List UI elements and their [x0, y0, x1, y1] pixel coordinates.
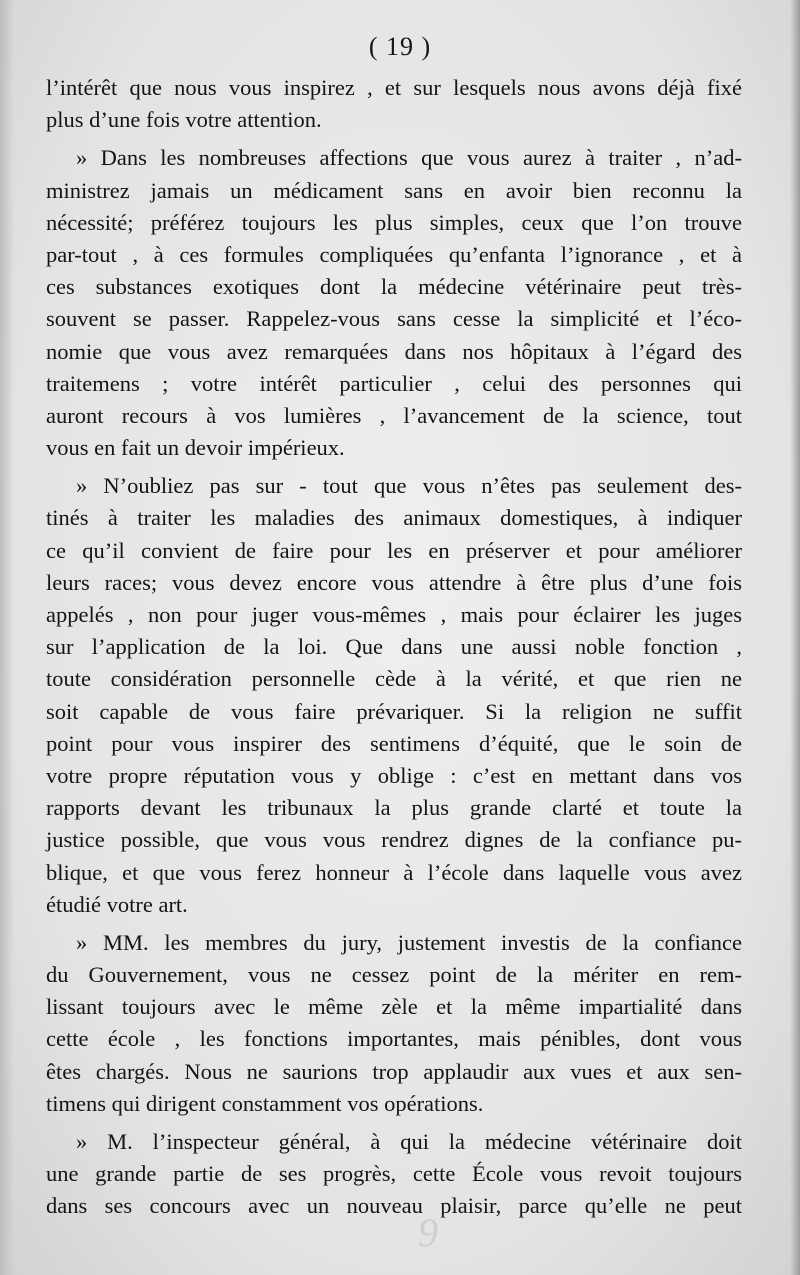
page-edge-shadow-left [0, 0, 14, 1275]
text-line: votre propre réputation vous y oblige : c’est en mettant dans vos [46, 762, 742, 788]
text-line: » MM. les membres du jury, justement investis de la confiance [76, 929, 742, 955]
page-edge-shadow-right [790, 0, 800, 1275]
paragraph [46, 142, 742, 464]
text-line: traitemens ; votre intérêt particulier , celui des personnes qui [46, 370, 742, 396]
text-line: sur l’application de la loi. Que dans une aussi noble fonction , [46, 634, 742, 660]
text-line: cette école , les fonctions importantes, mais pénibles, dont vous [46, 1026, 742, 1052]
text-line: étudié votre art. [46, 891, 188, 917]
text-line: l’intérêt que nous vous inspirez , et sur lesquels nous avons déjà fixé [46, 75, 742, 100]
text-line: par-tout , à ces formules compliquées qu’enfanta l’ignorance , et à [46, 241, 742, 267]
body-text [46, 72, 742, 1223]
text-line: toute considération personnelle cède à la vérité, et que rien ne [46, 666, 742, 692]
text-line: ces substances exotiques dont la médecine vétérinaire peut très- [46, 274, 742, 300]
text-line: souvent se passer. Rappelez-vous sans cesse la simplicité et l’éco- [46, 306, 742, 332]
text-line: du Gouvernement, vous ne cessez point de la mériter en rem- [46, 962, 742, 988]
text-line: appelés , non pour juger vous-mêmes , mais pour éclairer les juges [46, 602, 742, 627]
text-line: tinés à traiter les maladies des animaux domestiques, à indiquer [46, 505, 742, 531]
page-number: ( 19 ) [368, 32, 432, 61]
text-line: plus d’une fois votre attention. [46, 107, 322, 133]
paragraph [46, 470, 742, 921]
text-line: point pour vous inspirer des sentimens d’équité, que le soin de [46, 730, 742, 756]
text-line: » M. l’inspecteur général, à qui la médecine vétérinaire doit [76, 1129, 742, 1154]
text-line: nécessité; préférez toujours les plus simples, ceux que l’on trouve [46, 209, 742, 235]
text-line: vous en fait un devoir impérieux. [46, 435, 345, 461]
text-line: justice possible, que vous vous rendrez dignes de la confiance pu- [46, 827, 742, 853]
text-line: » N’oubliez pas sur - tout que vous n’êtes pas seulement des- [76, 473, 742, 499]
text-line: leurs races; vous devez encore vous attendre à être plus d’une fois [46, 569, 742, 595]
paragraph [46, 1126, 742, 1223]
text-line: rapports devant les tribunaux la plus grande clarté et toute la [46, 795, 742, 821]
text-line: soit capable de vous faire prévariquer. Si la religion ne suffit [46, 698, 742, 724]
text-line: êtes chargés. Nous ne saurions trop applaudir aux vues et aux sen- [46, 1058, 742, 1084]
text-line: nomie que vous avez remarquées dans nos hôpitaux à l’égard des [46, 338, 742, 364]
text-line: ministrez jamais un médicament sans en avoir bien reconnu la [46, 177, 742, 203]
text-line: une grande partie de ses progrès, cette École vous revoit toujours [46, 1161, 742, 1187]
text-line: lissant toujours avec le même zèle et la même impartialité dans [46, 994, 742, 1020]
paragraph [46, 927, 742, 1120]
library-stamp-mark: 9 [418, 1210, 438, 1255]
text-line: blique, et que vous ferez honneur à l’école dans laquelle vous avez [46, 859, 742, 885]
text-line: auront recours à vos lumières , l’avancement de la science, tout [46, 402, 742, 428]
paragraph [46, 72, 742, 136]
text-line: » Dans les nombreuses affections que vous aurez à traiter , n’ad- [76, 145, 742, 171]
text-line: timens qui dirigent constamment vos opérations. [46, 1090, 484, 1116]
text-line: dans ses concours avec un nouveau plaisir, parce qu’elle ne peut [46, 1193, 742, 1219]
text-line: ce qu’il convient de faire pour les en préserver et pour améliorer [46, 537, 742, 563]
